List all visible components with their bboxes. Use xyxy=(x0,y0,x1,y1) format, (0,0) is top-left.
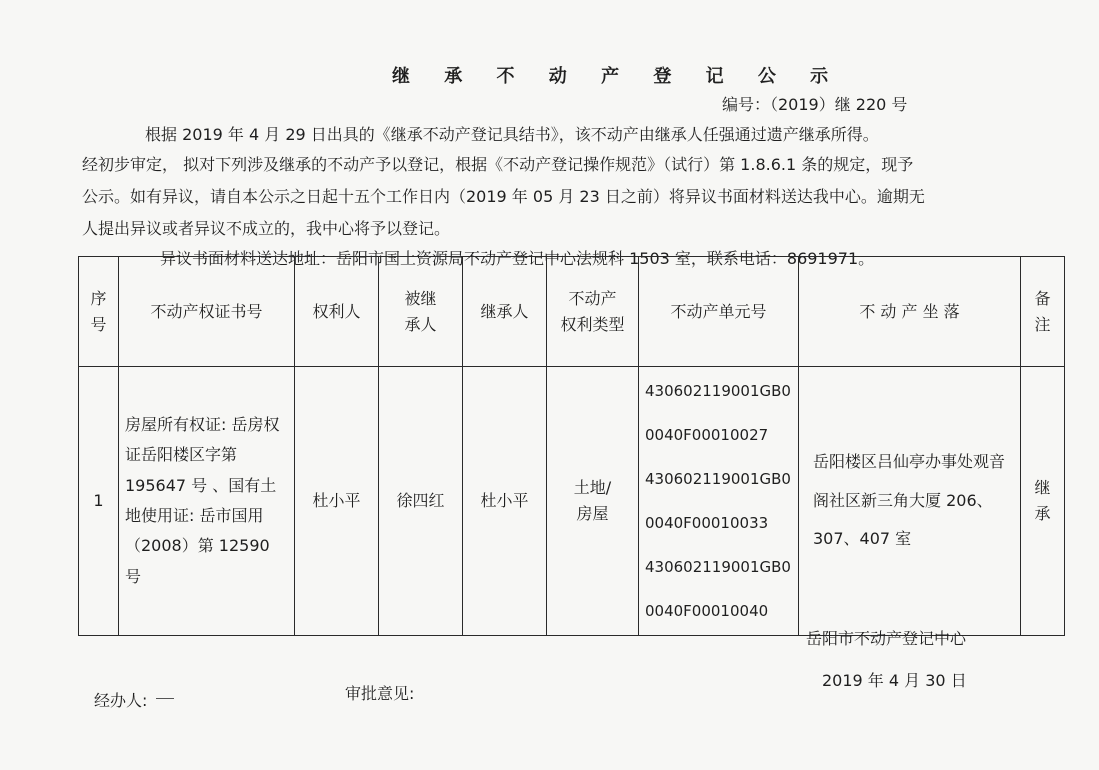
registration-table xyxy=(78,256,1065,636)
issuing-organization: 岳阳市不动产登记中心 xyxy=(806,629,967,648)
cell-remark: 继 承 xyxy=(1021,367,1065,636)
paragraph-4: 人提出异议或者异议不成立的，我中心将予以登记。 xyxy=(82,219,451,238)
paragraph-2: 经初步审定， 拟对下列涉及继承的不动产予以登记，根据《不动产登记操作规范》（试行）第 1.8.6.1 条的规定，现予 xyxy=(82,155,914,174)
paragraph-1: 根据 2019 年 4 月 29 日出具的《继承不动产登记具结书》，该不动产由继承人任强通过遗产继承所得。 xyxy=(145,125,879,144)
objection-address: 异议书面材料送达地址：岳阳市国土资源局不动产登记中心法规科 1503 室，联系电话：8691971。 xyxy=(160,249,875,268)
handler-signature-line xyxy=(156,698,174,699)
handler-label: 经办人: xyxy=(94,691,148,710)
header-right-type: 不动产 权利类型 xyxy=(547,257,639,367)
cell-heir: 杜小平 xyxy=(463,367,547,636)
header-unit-no: 不动产单元号 xyxy=(639,257,799,367)
header-seq: 序 号 xyxy=(79,257,119,367)
approval-label: 审批意见: xyxy=(345,684,415,703)
cell-location: 岳阳楼区吕仙亭办事处观音阁社区新三角大厦 206、307、407 室 xyxy=(799,367,1021,636)
cell-unit-no: 430602119001GB0 0040F00010027 430602119001GB0 0040F00010033 430602119001GB0 0040F00010040 xyxy=(639,367,799,636)
header-remark: 备 注 xyxy=(1021,257,1065,367)
cell-seq: 1 xyxy=(79,367,119,636)
document-title: 继 承 不 动 产 登 记 公 示 xyxy=(392,66,843,87)
header-location: 不 动 产 坐 落 xyxy=(799,257,1021,367)
cell-decedent: 徐四红 xyxy=(379,367,463,636)
header-heir: 继承人 xyxy=(463,257,547,367)
cell-right-type: 土地/ 房屋 xyxy=(547,367,639,636)
header-right-holder: 权利人 xyxy=(295,257,379,367)
cell-right-holder: 杜小平 xyxy=(295,367,379,636)
header-decedent: 被继 承人 xyxy=(379,257,463,367)
issue-date: 2019 年 4 月 30 日 xyxy=(822,671,967,690)
cell-cert-no: 房屋所有权证: 岳房权证岳阳楼区字第 195647 号 、国有土地使用证: 岳市国用（2008）第 12590 号 xyxy=(119,367,295,636)
header-cert-no: 不动产权证书号 xyxy=(119,257,295,367)
paragraph-3: 公示。如有异议，请自本公示之日起十五个工作日内（2019 年 05 月 23 日之前）将异议书面材料送达我中心。逾期无 xyxy=(82,187,925,206)
document-number: 编号：（2019）继 220 号 xyxy=(722,95,908,114)
table-row xyxy=(79,367,1065,636)
table-header-row xyxy=(79,257,1065,367)
